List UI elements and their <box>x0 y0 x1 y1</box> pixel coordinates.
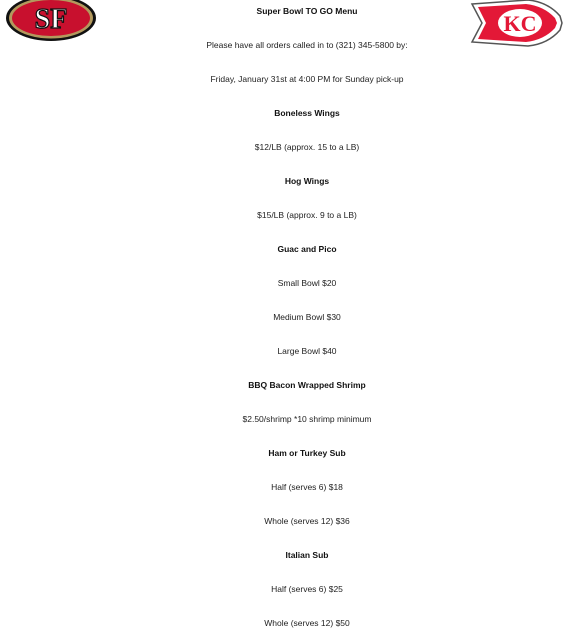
kc-chiefs-arrowhead-logo-icon <box>468 0 564 48</box>
menu-item-line: Half (serves 6) $18 <box>271 482 343 492</box>
menu-item-line: Medium Bowl $30 <box>273 312 341 322</box>
kc-logo-lettering: KC <box>503 11 537 36</box>
menu-section-heading: Ham or Turkey Sub <box>268 448 346 458</box>
menu-section-heading: Boneless Wings <box>274 108 340 118</box>
menu-item-line: $12/LB (approx. 15 to a LB) <box>254 142 360 152</box>
menu-item-line: $2.50/shrimp *10 shrimp minimum <box>242 414 372 424</box>
menu-item-line: Small Bowl $20 <box>277 278 337 288</box>
menu-section-heading: Italian Sub <box>285 550 329 560</box>
pickup-deadline: Friday, January 31st at 4:00 PM for Sunday pick-up <box>210 74 404 84</box>
menu-item-line: Large Bowl $40 <box>277 346 337 356</box>
menu-item-line: $15/LB (approx. 9 to a LB) <box>257 210 357 220</box>
menu-item-line: Half (serves 6) $25 <box>271 584 343 594</box>
menu-title: Super Bowl TO GO Menu <box>256 6 358 16</box>
sf-49ers-logo-icon <box>5 0 97 42</box>
menu-section-heading: Guac and Pico <box>277 244 337 254</box>
menu-item-line: Whole (serves 12) $36 <box>264 516 350 526</box>
menu-item-line: Whole (serves 12) $50 <box>264 618 350 628</box>
menu-section-heading: BBQ Bacon Wrapped Shrimp <box>248 380 366 390</box>
order-instructions: Please have all orders called in to (321) 345-5800 by: <box>206 40 408 50</box>
menu-section-heading: Hog Wings <box>284 176 330 186</box>
sf-logo-lettering: SF <box>34 4 68 35</box>
